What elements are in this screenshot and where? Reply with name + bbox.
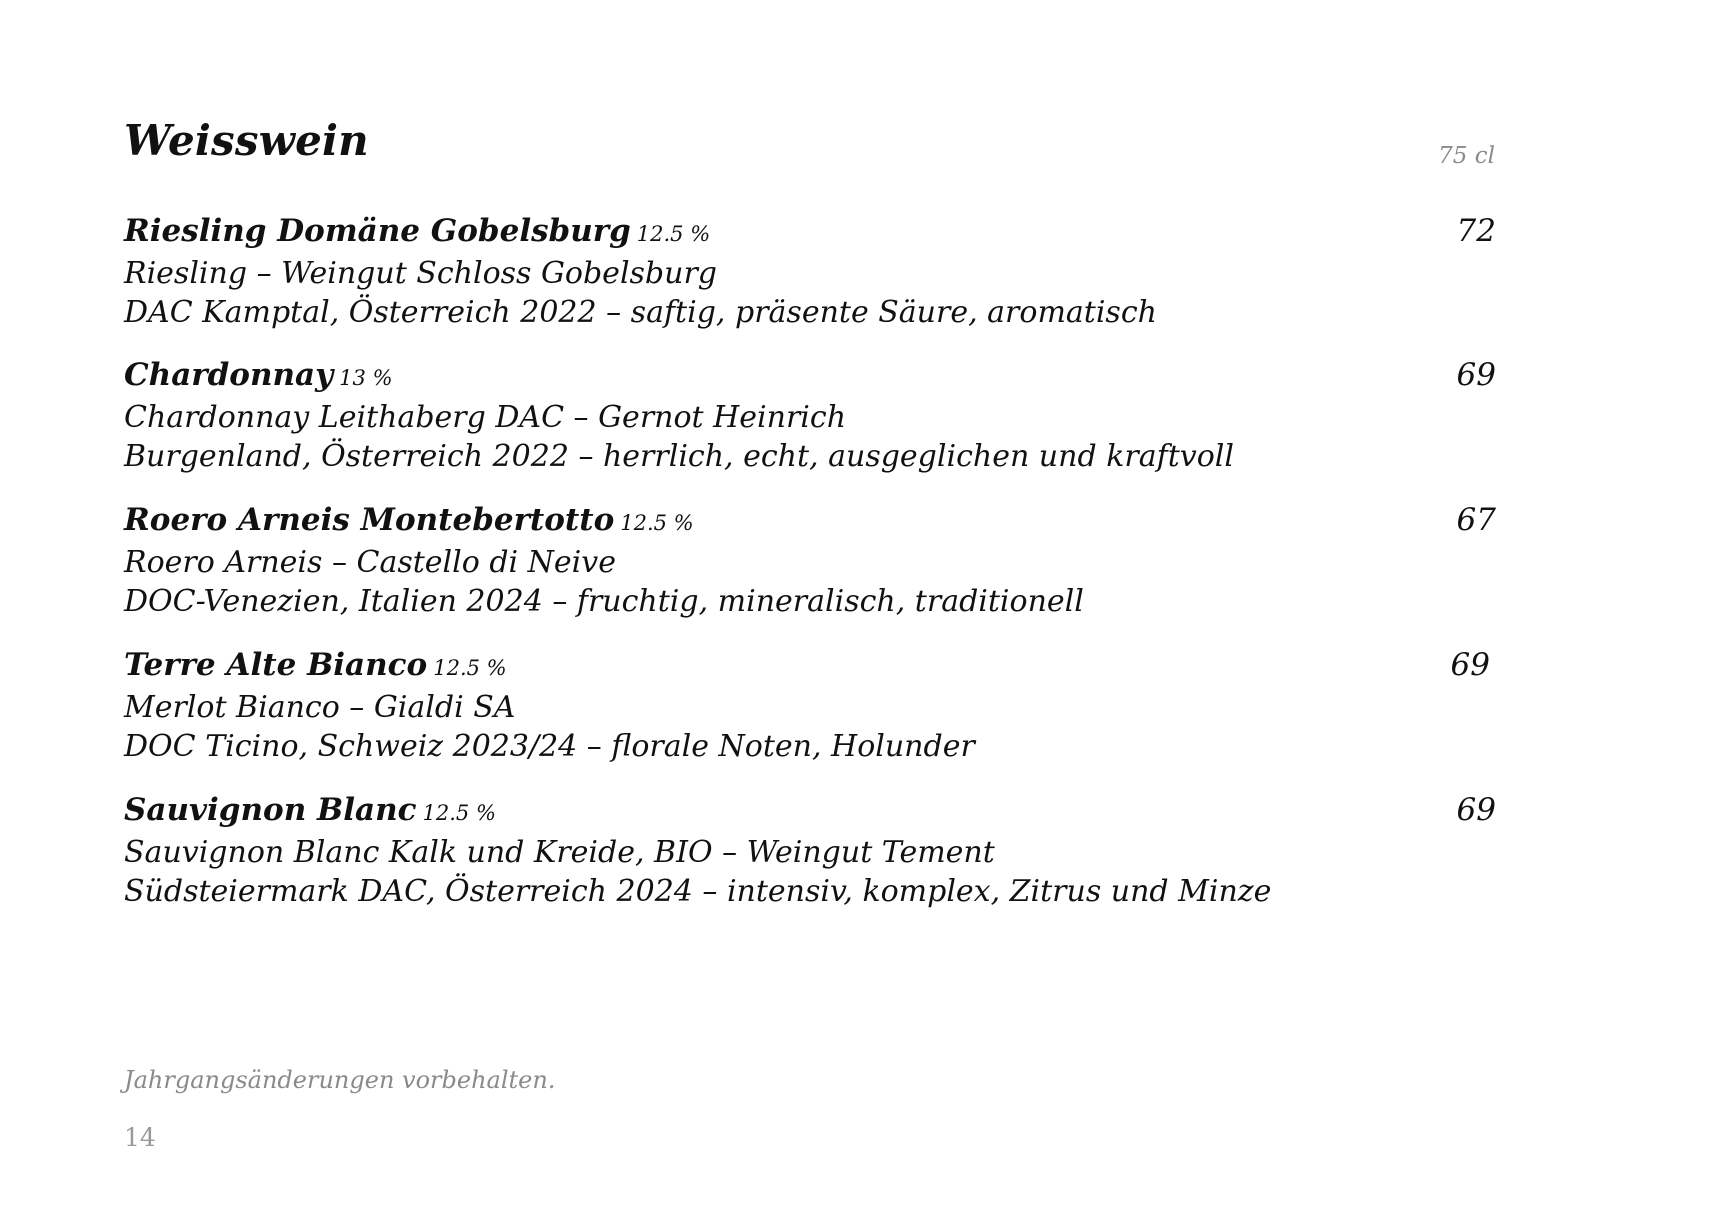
wine-abv: 12.5 % — [636, 222, 711, 246]
volume-label: 75 cl — [1438, 143, 1495, 169]
wine-heading — [124, 791, 1496, 833]
wine-heading — [124, 501, 1496, 543]
page-number: 14 — [124, 1123, 156, 1152]
wine-name: Roero Arneis Montebertotto — [124, 502, 615, 538]
wine-entry — [124, 646, 1496, 766]
wine-origin: Burgenland, Österreich 2022 – herrlich, echt, ausgeglichen und kraftvoll — [124, 439, 1234, 474]
wine-producer: Merlot Bianco – Gialdi SA — [124, 690, 516, 725]
wine-producer: Sauvignon Blanc Kalk und Kreide, BIO – Weingut Tement — [124, 835, 995, 870]
wine-abv: 12.5 % — [422, 801, 496, 825]
wine-entry — [124, 356, 1496, 476]
wine-origin: DOC-Venezien, Italien 2024 – fruchtig, mineralisch, traditionell — [124, 584, 1084, 619]
footnote: Jahrgangsänderungen vorbehalten. — [124, 1066, 556, 1094]
wine-origin: DOC Ticino, Schweiz 2023/24 – florale Noten, Holunder — [124, 729, 975, 764]
wine-abv: 12.5 % — [433, 656, 507, 680]
wine-name: Chardonnay — [124, 357, 334, 393]
wine-entry — [124, 212, 1496, 332]
wine-price: 72 — [1456, 213, 1496, 249]
wine-name: Sauvignon Blanc — [124, 792, 417, 828]
wine-origin: Südsteiermark DAC, Österreich 2024 – intensiv, komplex, Zitrus und Minze — [124, 874, 1272, 909]
wine-name: Terre Alte Bianco — [124, 647, 428, 683]
wine-name: Riesling Domäne Gobelsburg — [124, 213, 631, 249]
wine-producer: Riesling – Weingut Schloss Gobelsburg — [124, 256, 717, 291]
wine-producer: Roero Arneis – Castello di Neive — [124, 545, 616, 580]
wine-entry — [124, 791, 1496, 911]
wine-heading — [124, 646, 1496, 688]
wine-heading — [124, 212, 1496, 254]
wine-price: 67 — [1456, 502, 1496, 538]
wine-price: 69 — [1456, 357, 1496, 393]
wine-producer: Chardonnay Leithaberg DAC – Gernot Heinrich — [124, 400, 847, 435]
wine-price: 69 — [1456, 792, 1496, 828]
wine-abv: 13 % — [339, 366, 393, 390]
wine-heading — [124, 356, 1496, 398]
wine-entry — [124, 501, 1496, 621]
wine-origin: DAC Kamptal, Österreich 2022 – saftig, präsente Säure, aromatisch — [124, 295, 1157, 330]
wine-price: 69 — [1450, 647, 1490, 683]
wine-abv: 12.5 % — [620, 511, 694, 535]
section-title: Weisswein — [124, 116, 369, 165]
